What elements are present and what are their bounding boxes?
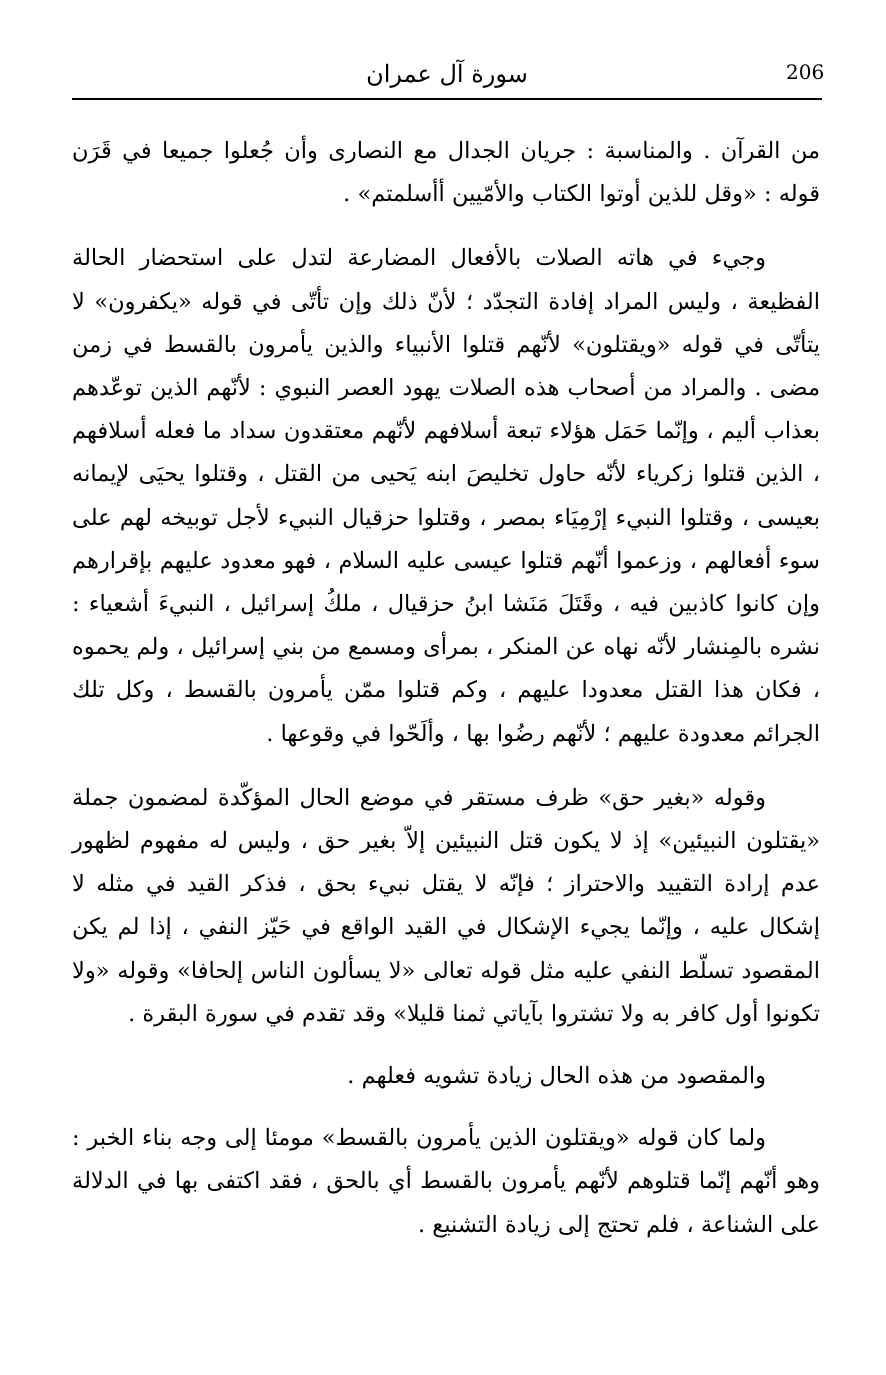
running-title: سورة آل عمران: [366, 60, 528, 88]
paragraph: وقوله «بغير حق» ظرف مستقر في موضع الحال المؤكّدة لمضمون جملة «يقتلون النبيئين» إذ لا يكون قتل النبيئين إلاّ بغير حق ، وليس له مفهوم لظهور عدم إرادة التقييد والاحتراز ؛ فإنّه لا يقتل نبيء بحق ، فذكر القيد في مثله لا إشكال عليه ، وإنّما يجيء الإشكال في القيد الواقع في حَيّز النفي ، إذا لم يكن المقصود تسلّط النفي عليه مثل قوله تعالى «لا يسألون الناس إلحافا» وقوله «ولا تكونوا أول كافر به ولا تشتروا بآياتي ثمنا قليلا» وقد تقدم في سورة البقرة .: [72, 784, 820, 1027]
page-number: 206: [786, 60, 825, 84]
paragraph: والمقصود من هذه الحال زيادة تشويه فعلهم .: [347, 1063, 766, 1090]
paragraph: من القرآن . والمناسبة : جريان الجدال مع النصارى وأن جُعلوا جميعا في قَرَن قوله : «وقل للذين أوتوا الكتاب والأمّيين أأسلمتم» .: [72, 138, 820, 208]
header-rule: [72, 98, 822, 100]
page-header: [72, 52, 825, 102]
paragraph: وجيء في هاته الصلات بالأفعال المضارعة لتدل على استحضار الحالة الفظيعة ، وليس المراد إفادة التجدّد ؛ لأنّ ذلك وإن تأتّى في قوله «يكفرون» لا يتأتّى في قوله «ويقتلون» لأنّهم قتلوا الأنبياء والذين يأمرون بالقسط في زمن مضى . والمراد من أصحاب هذه الصلات يهود العصر النبوي : لأنّهم الذين توعّدهم بعذاب أليم ، وإنّما حَمَل هؤلاء تبعة أسلافهم لأنّهم معتقدون سداد ما فعله أسلافهم ، الذين قتلوا زكرياء لأنّه حاول تخليصَ ابنه يَحيى من القتل ، وقتلوا يحيَى لإيمانه بعيسى ، وقتلوا النبيء إرْمِيَاء بمصر ، وقتلوا حزقيال النبيء لأجل توبيخه لهم على سوء أفعالهم ، وزعموا أنّهم قتلوا عيسى عليه السلام ، فهو معدود عليهم بإقرارهم وإن كانوا كاذبين فيه ، وقَتَلَ مَنَشا ابنُ حزقيال ، ملكُ إسرائيل ، النبيءَ أشعياء : نشره بالمِنشار لأنّه نهاه عن المنكر ، بمرأى ومسمع من بني إسرائيل ، ولم يحموه ، فكان هذا القتل معدودا عليهم ، وكم قتلوا ممّن يأمرون بالقسط ، وكل تلك الجرائم معدودة عليهم ؛ لأنّهم رضُوا بها ، وألَحّوا في وقوعها .: [72, 245, 820, 747]
page-body: [72, 130, 820, 1247]
paragraph: ولما كان قوله «ويقتلون الذين يأمرون بالقسط» مومئا إلى وجه بناء الخبر : وهو أنّهم إنّما قتلوهم لأنّهم يأمرون بالقسط أي بالحق ، فقد اكتفى بها في الدلالة على الشناعة ، فلم تحتج إلى زيادة التشنيع .: [72, 1125, 820, 1238]
